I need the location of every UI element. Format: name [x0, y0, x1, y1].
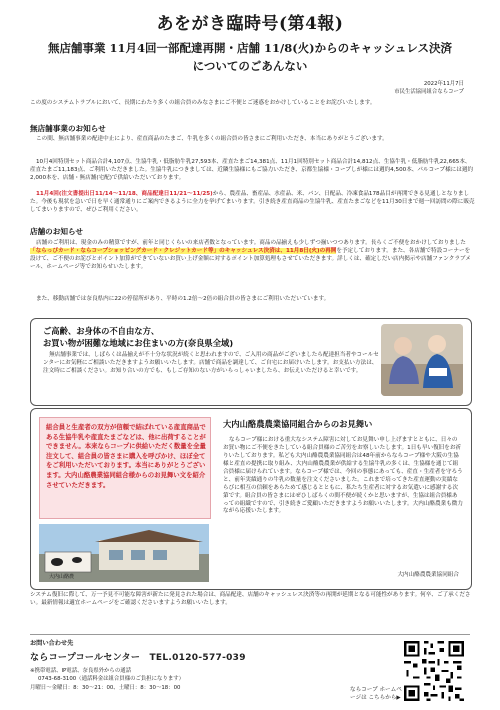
homepage-qr-label: ならコープ ホームページは こちらから▶: [350, 687, 402, 702]
farm-sign-text: 大内山酪農: [49, 574, 75, 580]
intro-text: この度のシステムトラブルにおいて、長期にわたり多くの組合員のみなさまにご不便とご迷惑をおかけしていることをお詫びいたします。: [30, 100, 376, 106]
homepage-qr-code[interactable]: [402, 639, 466, 703]
dairy-farm-illustration: [39, 524, 209, 582]
elderly-support-box: [30, 318, 472, 406]
elderly-support-body: 無店舗事業では、しばらくは品揃えが不十分な状況が続くと思われますので、ご入用の商品がございましたら配達担当者やコールセンターにお気軽にご相談いただきますようお願いいたします。店舗で商品を調達して、ご自宅にお届けいたします。お支払い方法は、注文時にご相談ください。お知り合いの方でも、もしご存知のない方がいらっしゃいましたら、お伝えいただけると幸いです。: [43, 352, 379, 374]
issue-date: 2022年11月7日: [423, 81, 464, 87]
section-heading-delivery: 無店舗事業のお知らせ: [30, 124, 106, 133]
page-subtitle: [18, 40, 482, 76]
contact-line-1: ※携帯電話、IP電話、奈良県外からの通話: [30, 668, 131, 674]
ouchiyama-message-box: [30, 408, 472, 590]
delivery-staff-illustration: [381, 324, 463, 396]
issuer: 市民生活協同組合ならコープ: [394, 89, 464, 96]
contact-line-2: 0743-68-3100（通話料金は組合員様のご負担になります）: [38, 676, 184, 683]
stores-paragraph-1: [30, 240, 475, 272]
stores-paragraph-1a: 店舗のご利用は、現金のみの精算ですが、前年と同じくらいの来店者数となっています。商品の品揃えも少しずつ揃いつつあります。長らくご不便をおかけしておりました: [36, 240, 466, 246]
delivery-paragraph-2: 10月4回特別セット商品合計4,107点、生協牛乳・低脂肪牛乳27,593本、産直たまご14,381点、11月1回特別セット商品合計14,812点、生協牛乳・低脂肪牛乳22,665本、産直たまご11,183点、ご利用いただきました。生協牛乳につきましては、近隣生協様にもご協力いただき、京都生協様・コープしが様には週約4,500本、パルコープ様には週約2,000本を、店舗・無店舗(宅配)で供給いただいております。: [30, 159, 474, 181]
delivery-paragraph-1: この間、無店舗事業の配達中止により、産直商品のたまご、牛乳を多くの組合員の皆さまにご利用いただき、本当にありがとうございます。: [36, 136, 388, 142]
cashless-resume-highlight: 「ならっぴカード・ならコープショッピングカード・クレジットカード等」のキャッシュレス決済は、11月8日(火)の再開: [30, 247, 337, 254]
contact-hours: 月曜日～金曜日：8：30～21：00、土曜日：8：30～18：00: [30, 684, 181, 691]
section-heading-stores: 店舗のお知らせ: [30, 227, 83, 236]
ouchiyama-signature: 大内山酪農農業協同組合: [397, 572, 459, 578]
delivery-staff-photo: [381, 324, 463, 396]
system-disclaimer: システム復旧に際して、万一予見不可能な障害が新たに発見された場合は、商品配達、店舗のキャッシュレス決済等の再開が延期となる可能性があります。何卒、ご了承ください。最新情報は適宜ホームページをご確認くださいますようお願いいたします。: [30, 592, 471, 607]
dairy-farm-photo: [39, 524, 209, 582]
stores-paragraph-2: また、移動店舗では奈良県内に22の停留所があり、平時の1.2倍～2倍の組合員の皆さまにご利用いただいています。: [36, 296, 330, 302]
subtitle-line-1: 無店舗事業 11月4回一部配達再開・店舗 11/8(火)からのキャッシュレス決済: [47, 41, 453, 55]
direct-trade-note: [39, 417, 211, 519]
elderly-support-title: [43, 325, 233, 349]
ouchiyama-message-body: ならコープ様における重大なシステム障害に対してお見舞い申し上げますとともに、日々のお買い物にご不便をきたしている組合員様のご苦労をお察しいたします。1日も早い復旧をお祈りいたしております。私ども大内山酪農農業協同組合は48年前からならコープ様や大阪の生協様と産直の提携に取り組み、大内山酪農農業が供給する生協牛乳の多くは、生協様を通じて組合員様に届けられています。ならコープ様では、今回の事態にあっても、産直・生産者を守ろうと、前年実績通りの牛乳の数量を注文くださいました。これまで培ってきた産直運動の実績ならびに相互の信頼をあらためて感じるとともに、私たち生産者に対するお気遣いに感謝する次第です。組合員の皆さまにはぜひしばらくの間不便が続くかと思いますが、生協は組合員様あっての組織ですので、引き続きご愛顧いただきますようお願いいたします。大内山酪農業も微力ながら応援いたします。: [223, 437, 463, 515]
elderly-support-title-line-2: お買い物が困難な地域にお住まいの方(奈良県全域): [43, 338, 234, 349]
direct-trade-note-text: 組合員と生産者の双方が信頼で結ばれている産直商品である生協牛乳や産直たまごなどは、他に出荷することができません。本来ならコープに供給いただく数量を全量注文して、組合員の皆さまに購入を呼びかけ、ほぼ全てをご利用いただいております。本当にありがとうございます。大内山酪農業協同組合様からのお見舞い文を紹介させていただきます。: [46, 423, 206, 489]
delivery-resume-date: 11月4回(注文書提出日11/14～11/18、商品配達日11/21～11/25): [36, 191, 213, 197]
delivery-paragraph-3-text: から、農産品、畜産品、水産品、米、パン、日配品、冷凍食品178品目が再開できる見通しとなりました。今後も現状を急いで日を早く通常通りにご案内できるように全力を挙げてまいります。引き続き産直商品の生協牛乳、産直たまごなどを11月30日まで週一回訪問の際に販売してまいりますので、ぜひご利用ください。: [30, 191, 475, 213]
page-title: あをがき臨時号(第4報): [156, 14, 344, 34]
ouchiyama-message-title: 大内山酪農農業協同組合からのお見舞い: [223, 419, 373, 429]
call-center-phone: ならコープコールセンター TEL.0120-577-039: [30, 653, 246, 663]
delivery-paragraph-3: [30, 191, 475, 215]
elderly-support-title-line-1: ご高齢、お身体の不自由な方、: [43, 326, 160, 336]
issue-info: [394, 80, 464, 96]
subtitle-line-2: についてのごあんない: [192, 58, 308, 73]
contact-heading: お問い合わせ先: [30, 640, 74, 647]
contact-section: [30, 634, 470, 702]
contact-details: [30, 667, 350, 692]
stores-paragraph-1b: を予定しております。また、各店舗で特設コーナーを設けて、ご不便のお詫びとポイント加算ができていないお買い上げ金額に対するポイント加算処理もさせていただきます。詳しくは、確定しだい店内掲示や店舗ファンクラブメール、ホームページ等でお知らせいたします。: [30, 247, 471, 270]
